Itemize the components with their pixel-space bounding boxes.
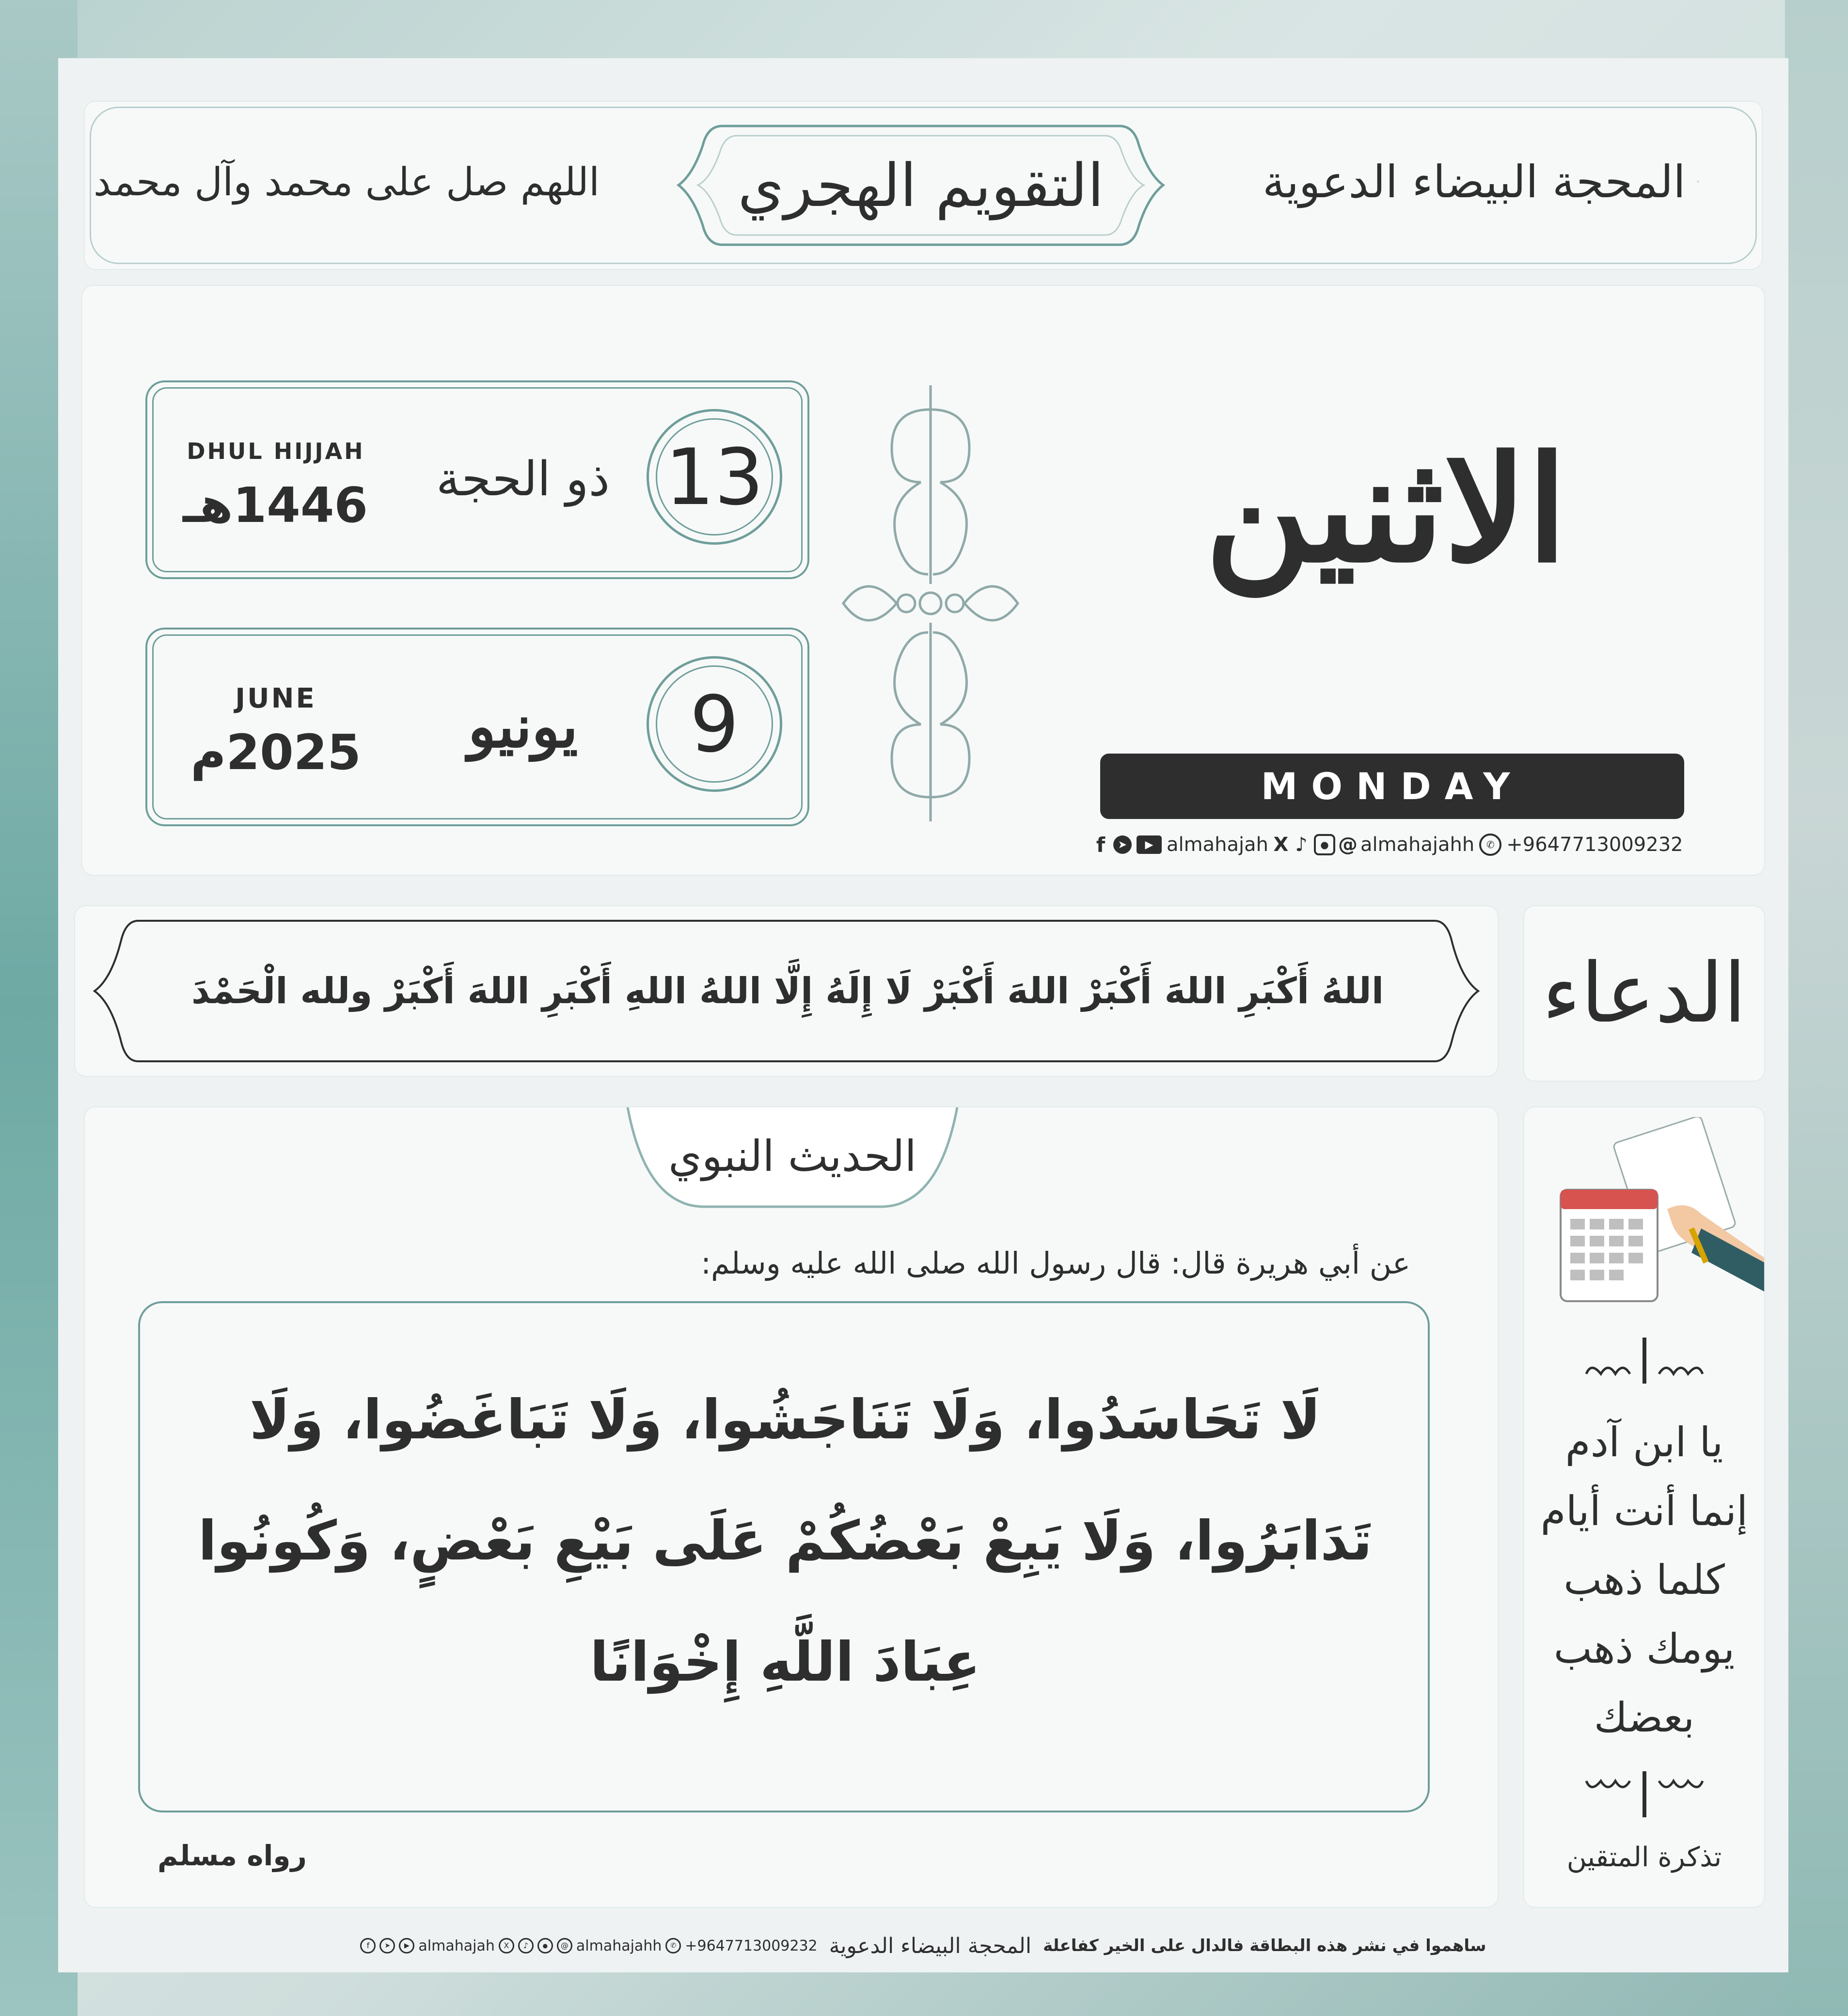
footer-youtube-icon[interactable]: ▶	[399, 1938, 414, 1953]
telegram-icon[interactable]: ➤	[1113, 835, 1132, 854]
gregorian-month-en: JUNE	[235, 683, 316, 714]
reminder-verse	[1524, 1408, 1764, 1752]
footer-handle-2[interactable]: almahajahh	[576, 1937, 662, 1954]
social-handle-2[interactable]: almahajahh	[1360, 834, 1475, 856]
hijri-day-circle	[647, 409, 782, 545]
reminder-line-5: بعضك	[1594, 1694, 1695, 1741]
x-icon[interactable]: X	[1273, 834, 1289, 856]
hadith-line-2: تَدَابَرُوا، وَلَا يَبِعْ بَعْضُكُمْ عَلَى بَيْعِ بَعْضٍ، وَكُونُوا	[198, 1510, 1373, 1573]
footer-cta: ساهموا في نشر هذه البطاقة فالدال على الخير كفاعلة	[1043, 1936, 1486, 1955]
youtube-icon[interactable]: ▶	[1137, 835, 1162, 854]
social-bar	[1093, 834, 1683, 856]
footer-org-name: المحجة البيضاء الدعوية	[829, 1933, 1032, 1958]
calendar-title: التقويم الهجري	[738, 151, 1104, 220]
ornament-top-icon	[1581, 1335, 1707, 1388]
reminder-line-2: إنما أنت أيام	[1540, 1487, 1748, 1535]
footer-facebook-icon[interactable]: f	[360, 1938, 376, 1953]
date-panel	[82, 286, 1764, 875]
calendar-hand-icon	[1541, 1117, 1764, 1321]
org-logo	[1263, 143, 1699, 220]
gregorian-month-ar: يونيو	[468, 692, 578, 761]
header-panel	[85, 102, 1762, 269]
footer-social	[360, 1937, 817, 1954]
logo-emblem-icon	[1697, 145, 1699, 218]
reminder-line-4: يومك ذهب	[1553, 1625, 1735, 1672]
gregorian-date-box	[145, 628, 809, 826]
hijri-day: 13	[665, 431, 764, 522]
dua-text: اللهُ أَكْبَرِ اللهَ أَكْبَرْ اللهَ أَكْبَرْ لَا إِلَهُ إِلَّا اللهُ اللهِ أَكْبَرِ اللهَ أَكْبَرْ ولله الْحَمْدَ	[191, 970, 1384, 1012]
threads-icon[interactable]: @	[1338, 834, 1358, 856]
footer-x-icon[interactable]: X	[499, 1938, 514, 1953]
salawat: اللهم صل على محمد وآل محمد	[93, 159, 600, 205]
footer-whatsapp-icon[interactable]: ✆	[665, 1938, 681, 1953]
hijri-year: 1446هـ	[183, 477, 368, 534]
whatsapp-icon[interactable]: ✆	[1479, 834, 1501, 856]
hadith-line-1: لَا تَحَاسَدُوا، وَلَا تَنَاجَشُوا، وَلَا تَبَاغَضُوا، وَلَا	[249, 1388, 1321, 1451]
social-handle-1[interactable]: almahajah	[1167, 834, 1268, 856]
day-name-en: MONDAY	[1261, 765, 1524, 808]
hadith-source: رواه مسلم	[158, 1839, 307, 1872]
day-name-ar: الاثنين	[1205, 423, 1567, 595]
footer-phone[interactable]: +9647713009232	[685, 1937, 818, 1954]
tiktok-icon[interactable]: ♪	[1295, 834, 1308, 856]
org-name: المحجة البيضاء الدعوية	[1263, 156, 1686, 208]
calendar-card	[58, 58, 1788, 1972]
ornament-bottom-icon	[1581, 1766, 1707, 1820]
gregorian-year: 2025م	[190, 724, 361, 781]
footer-threads-icon[interactable]: @	[557, 1938, 572, 1953]
day-name-en-bar	[1100, 754, 1684, 819]
social-phone[interactable]: +9647713009232	[1506, 834, 1683, 856]
hadith-text	[167, 1359, 1403, 1723]
hijri-month-ar: ذو الحجة	[436, 452, 610, 507]
reminder-line-3: كلما ذهب	[1564, 1556, 1725, 1604]
dua-panel	[75, 906, 1498, 1076]
gregorian-day: 9	[690, 678, 739, 770]
footer-telegram-icon[interactable]: ➤	[379, 1938, 395, 1953]
instagram-icon[interactable]: ●	[1314, 834, 1335, 855]
hadith-panel	[85, 1107, 1498, 1907]
floral-ornament	[838, 380, 1023, 826]
reminder-caption: تذكرة المتقين	[1566, 1842, 1722, 1873]
reminder-panel	[1524, 1107, 1764, 1907]
reminder-line-1: يا ابن آدم	[1565, 1418, 1723, 1466]
dua-label-panel	[1524, 906, 1764, 1081]
hadith-label-tab	[623, 1107, 962, 1209]
facebook-icon[interactable]: f	[1096, 833, 1106, 857]
hadith-line-3: عِبَادَ اللَّهِ إِخْوَانًا	[590, 1631, 980, 1694]
background-blur-right	[1785, 0, 1848, 2016]
footer-tiktok-icon[interactable]: ♪	[518, 1938, 534, 1953]
hijri-date-box	[145, 380, 809, 579]
hadith-label: الحديث النبوي	[668, 1131, 916, 1181]
hadith-intro: عن أبي هريرة قال: قال رسول الله صلى الله عليه وسلم:	[701, 1245, 1410, 1281]
footer-instagram-icon[interactable]: ●	[537, 1938, 553, 1953]
gregorian-day-circle	[647, 656, 782, 792]
footer-bar	[58, 1919, 1788, 1972]
hijri-month-en: DHUL HIJJAH	[187, 438, 365, 464]
dua-label: الدعاء	[1542, 945, 1747, 1041]
footer-handle-1[interactable]: almahajah	[418, 1937, 495, 1954]
title-plaque	[674, 121, 1168, 250]
